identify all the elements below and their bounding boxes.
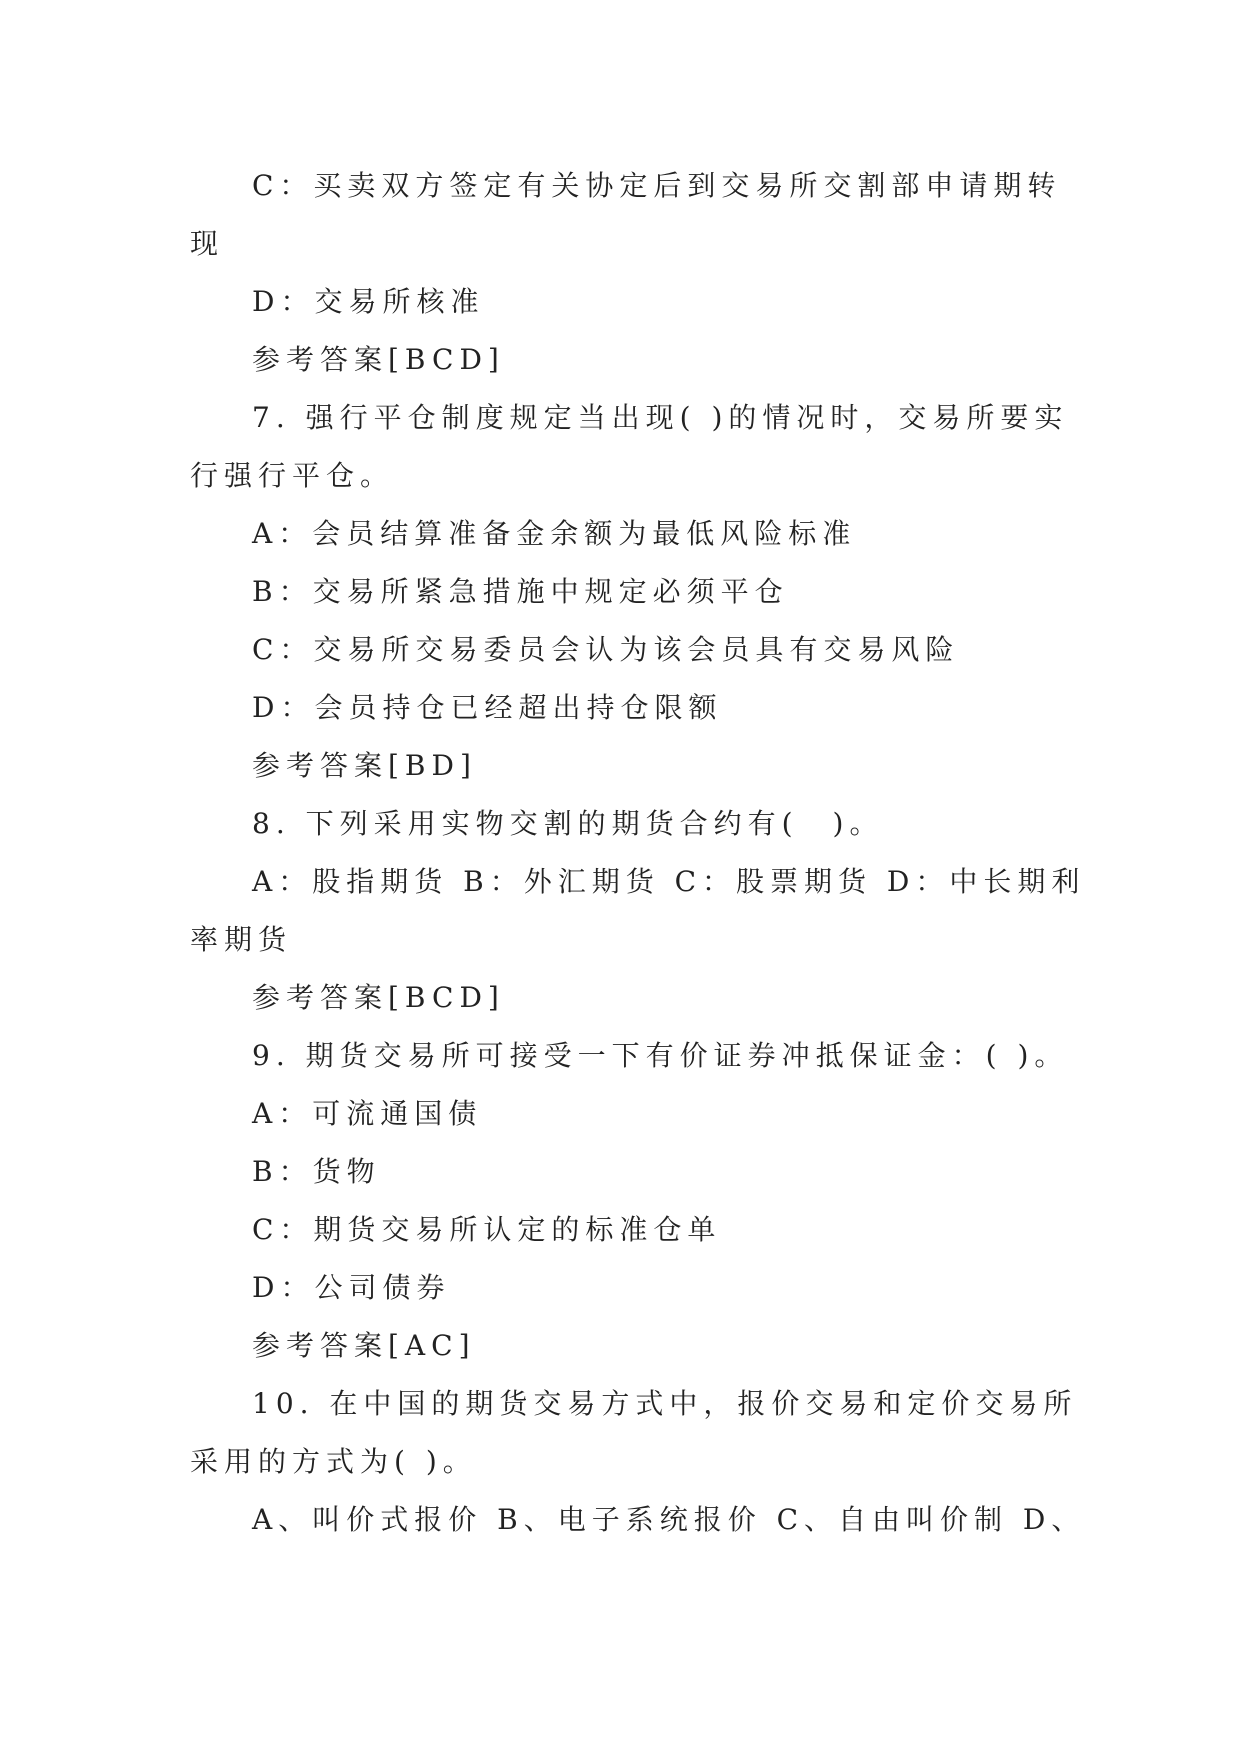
- option-line: C：交易所交易委员会认为该会员具有交易风险: [252, 633, 960, 666]
- answer-line: 参考答案[BCD]: [252, 981, 505, 1014]
- option-line: A、叫价式报价 B、电子系统报价 C、自由叫价制 D、: [252, 1503, 1086, 1536]
- question-line: 10. 在中国的期货交易方式中，报价交易和定价交易所: [252, 1387, 1078, 1420]
- text-line: 率期货: [190, 923, 293, 956]
- answer-line: 参考答案[AC]: [252, 1329, 476, 1362]
- question-line: 9. 期货交易所可接受一下有价证券冲抵保证金：( )。: [252, 1039, 1069, 1072]
- option-line: B：交易所紧急措施中规定必须平仓: [252, 575, 789, 608]
- answer-line: 参考答案[BCD]: [252, 343, 505, 376]
- answer-line: 参考答案[BD]: [252, 749, 477, 782]
- text-line: 采用的方式为( )。: [190, 1445, 477, 1478]
- option-line: D：会员持仓已经超出持仓限额: [252, 691, 723, 724]
- option-line: D：公司债券: [252, 1271, 451, 1304]
- option-line: A：会员结算准备金余额为最低风险标准: [252, 517, 857, 550]
- option-line: C：期货交易所认定的标准仓单: [252, 1213, 722, 1246]
- question-line: 7. 强行平仓制度规定当出现( )的情况时，交易所要实: [252, 401, 1069, 434]
- text-line: 现: [190, 227, 225, 260]
- option-line: A：可流通国债: [252, 1097, 483, 1130]
- option-line: A：股指期货 B：外汇期货 C：股票期货 D：中长期利: [252, 865, 1086, 898]
- text-line: C：买卖双方签定有关协定后到交易所交割部申请期转: [252, 169, 1062, 202]
- text-line: 行强行平仓。: [190, 459, 395, 492]
- option-line: B：货物: [252, 1155, 381, 1188]
- question-line: 8. 下列采用实物交割的期货合约有( )。: [252, 807, 884, 840]
- text-line: D：交易所核准: [252, 285, 485, 318]
